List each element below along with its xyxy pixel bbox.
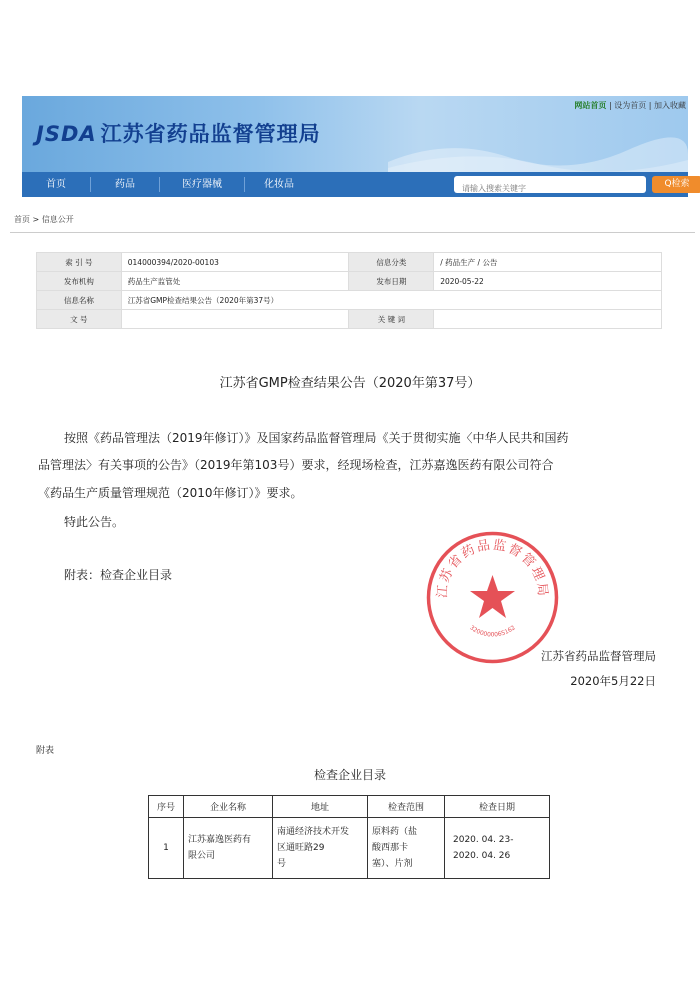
- cell-scope-line: 酸西那卡: [372, 843, 409, 853]
- site-logo[interactable]: [36, 118, 321, 148]
- body-line-3: 《药品生产质量管理规范（2010年修订）》要求。: [38, 486, 303, 500]
- official-seal-icon: [425, 530, 560, 665]
- notice-text: 特此公告。: [64, 515, 125, 529]
- col-header-scope: 检查范围: [368, 796, 445, 818]
- cell-address-line: 区通旺路29: [277, 843, 325, 853]
- table-row: [149, 818, 550, 879]
- cell-name-line: 江苏嘉逸医药有: [188, 835, 252, 845]
- body-line-2: 品管理法〉有关事项的公告》（2019年第103号）要求，经现场检查，江苏嘉逸医药有限公司符合: [38, 458, 554, 472]
- keywords-value: [434, 310, 662, 329]
- logo-title: 江苏省药品监督管理局: [100, 122, 321, 146]
- search-button[interactable]: Q检索: [652, 176, 700, 193]
- cell-no: 1: [149, 818, 184, 879]
- info-meta-table: [36, 252, 662, 329]
- table-row: [37, 291, 662, 310]
- name-value: 江苏省GMP检查结果公告（2020年第37号）: [121, 291, 661, 310]
- cell-date-line: 2020. 04. 26: [453, 851, 511, 861]
- publisher-label: 发布机构: [37, 272, 122, 291]
- nav-item-devices[interactable]: 医疗器械: [182, 179, 222, 190]
- category-value: / 药品生产 / 公告: [434, 253, 662, 272]
- breadcrumb-current[interactable]: 信息公开: [41, 215, 74, 224]
- logo-abbrev: JSDA: [36, 122, 97, 146]
- breadcrumb-separator: >: [32, 215, 40, 224]
- col-header-address: 地址: [273, 796, 368, 818]
- attachment-note[interactable]: 附表：检查企业目录: [64, 568, 173, 582]
- col-header-date: 检查日期: [445, 796, 550, 818]
- publisher-value: 药品生产监管处: [121, 272, 349, 291]
- name-label: 信息名称: [37, 291, 122, 310]
- col-header-no: 序号: [149, 796, 184, 818]
- cell-scope-line: 塞）、片剂: [372, 859, 413, 869]
- top-link-favorite[interactable]: 加入收藏: [654, 101, 686, 110]
- nav-item-cosmetics[interactable]: 化妆品: [264, 179, 294, 190]
- banner-wave-decoration: [388, 132, 688, 172]
- attachment-title: 检查企业目录: [313, 768, 386, 782]
- search-box: [454, 176, 646, 193]
- attachment-label: 附表: [36, 746, 55, 756]
- top-link-set-home[interactable]: 设为首页: [614, 101, 647, 110]
- index-value: 014000394/2020-00103: [121, 253, 349, 272]
- cell-name-line: 限公司: [188, 851, 216, 861]
- nav-item-drugs[interactable]: 药品: [115, 179, 135, 190]
- seal-code: 3200000065162: [468, 624, 517, 639]
- top-link-home[interactable]: 网站首页: [574, 101, 607, 110]
- top-links: 网站首页 | 设为首页 | 加入收藏: [574, 101, 686, 110]
- table-row: [37, 253, 662, 272]
- site-banner: [22, 96, 688, 172]
- cell-date: [445, 818, 550, 879]
- breadcrumb: [14, 214, 74, 225]
- table-row: [37, 310, 662, 329]
- nav-item-home[interactable]: 首页: [46, 179, 66, 190]
- date-label: 发布日期: [349, 272, 434, 291]
- col-header-name: 企业名称: [184, 796, 273, 818]
- cell-name: [184, 818, 273, 879]
- cell-date-line: 2020. 04. 23-: [453, 835, 514, 845]
- index-label: 索 引 号: [37, 253, 122, 272]
- docno-value: [121, 310, 349, 329]
- cell-scope-line: 原料药（盐: [372, 827, 418, 837]
- category-label: 信息分类: [349, 253, 434, 272]
- cell-address-line: 号: [277, 859, 287, 869]
- inspection-table: [148, 795, 550, 879]
- table-header-row: [149, 796, 550, 818]
- breadcrumb-home[interactable]: 首页: [14, 215, 30, 224]
- seal-text: 江苏省药品监督管理局: [435, 537, 550, 599]
- cell-address: [273, 818, 368, 879]
- search-input[interactable]: [460, 180, 644, 197]
- cell-scope: [368, 818, 445, 879]
- signature-org: 江苏省药品监督管理局: [541, 649, 656, 663]
- divider-line: [10, 232, 695, 233]
- date-value: 2020-05-22: [434, 272, 662, 291]
- svg-text:3200000065162: [468, 624, 517, 638]
- keywords-label: 关 键 词: [349, 310, 434, 329]
- document-title: 江苏省GMP检查结果公告（2020年第37号）: [219, 376, 481, 391]
- signature-date: 2020年5月22日: [570, 674, 656, 688]
- table-row: [37, 272, 662, 291]
- main-nav: [22, 172, 688, 197]
- cell-address-line: 南通经济技术开发: [277, 827, 350, 837]
- body-line-1: 按照《药品管理法（2019年修订）》及国家药品监督管理局《关于贯彻实施〈中华人民共和国药: [64, 431, 569, 445]
- docno-label: 文 号: [37, 310, 122, 329]
